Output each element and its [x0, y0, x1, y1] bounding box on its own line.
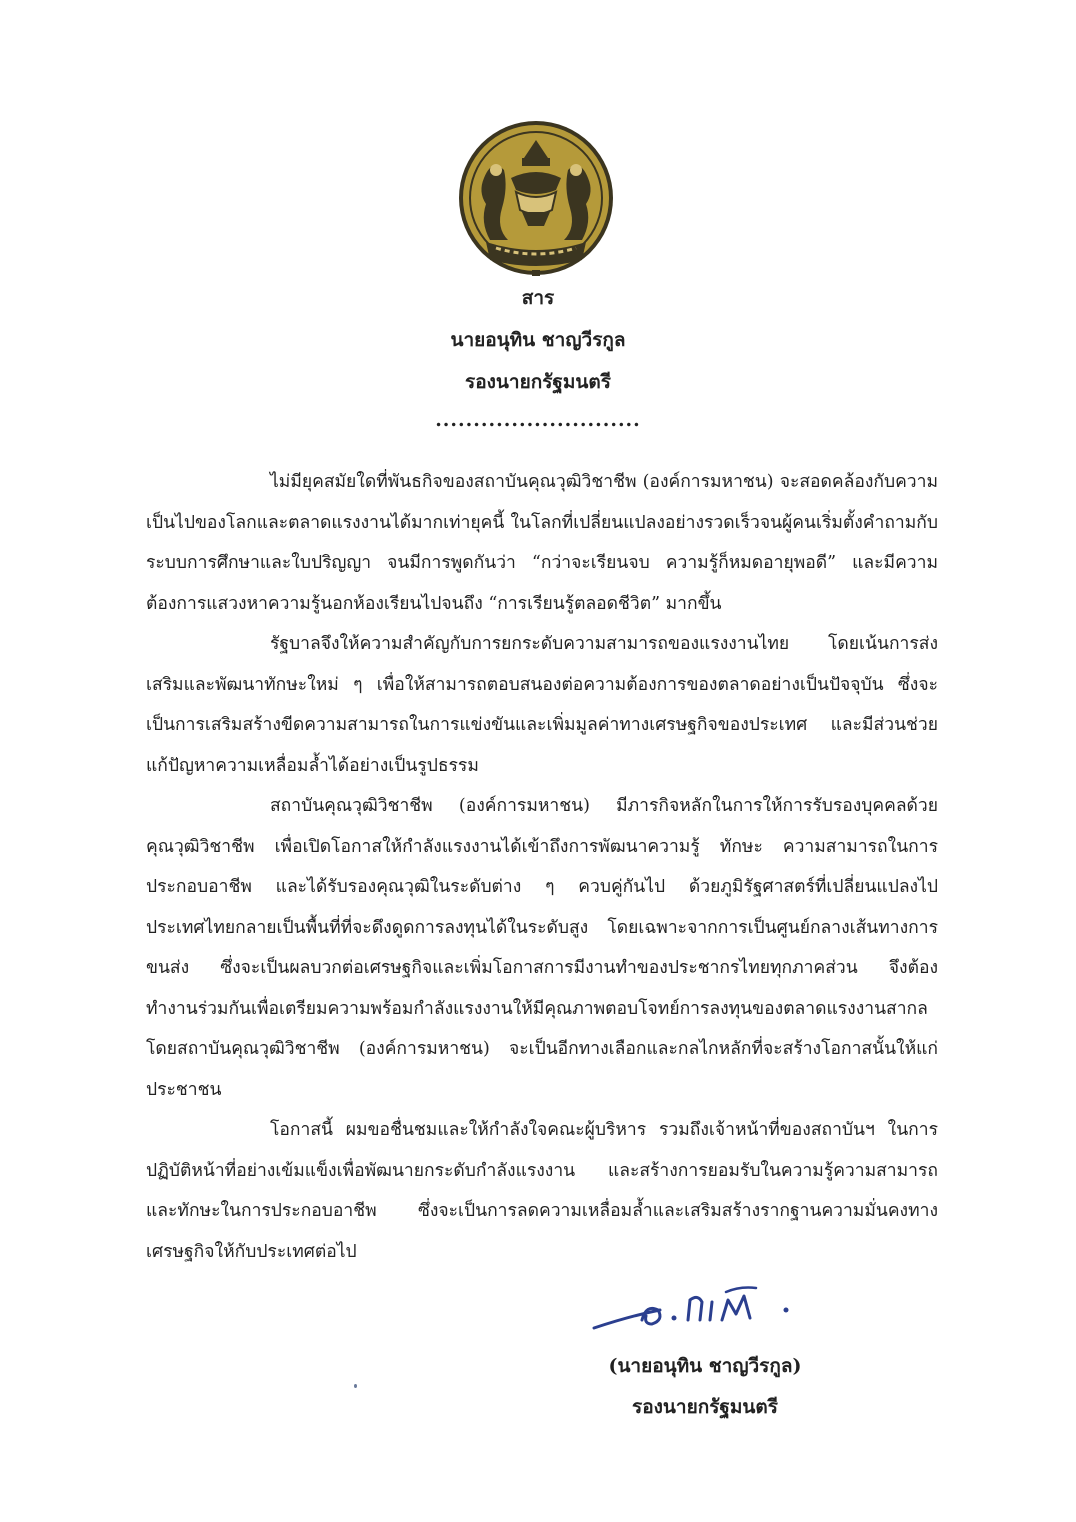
signatory-name: (นายอนุทิน ชาญวีรกูล): [608, 1355, 802, 1377]
letter-body: [146, 462, 938, 1272]
header-separator: ...........................: [435, 409, 641, 431]
royal-seal-icon: [456, 118, 616, 278]
handwritten-signature-icon: [590, 1280, 800, 1340]
paragraph-2: รัฐบาลจึงให้ความสำคัญกับการยกระดับความสามารถของแรงงานไทย โดยเน้นการส่งเสริมและพัฒนาทักษะใหม่ ๆ เพื่อให้สามารถตอบสนองต่อความต้องการของตลาดอย่างเป็นปัจจุบัน ซึ่งจะเป็นการเสริมสร้างขีดความสามารถในการแข่งขันและเพิ่มมูลค่าทางเศรษฐกิจของประเทศ และมีส่วนช่วยแก้ปัญหาความเหลื่อมล้ำได้อย่างเป็นรูปธรรม: [146, 634, 938, 776]
document-title: สาร: [521, 287, 555, 309]
author-name: นายอนุทิน ชาญวีรกูล: [450, 329, 626, 351]
paragraph-3: สถาบันคุณวุฒิวิชาชีพ (องค์การมหาชน) มีภารกิจหลักในการให้การรับรองบุคคลด้วยคุณวุฒิวิชาชีพ เพื่อเปิดโอกาสให้กำลังแรงงานได้เข้าถึงการพัฒนาความรู้ ทักษะ ความสามารถในการประกอบอาชีพ และได้รับรองคุณวุฒิในระดับต่าง ๆ ควบคู่กันไป ด้วยภูมิรัฐศาสตร์ที่เปลี่ยนแปลงไป ประเทศไทยกลายเป็นพื้นที่ที่จะดึงดูดการลงทุนได้ในระดับสูง โดยเฉพาะจากการเป็นศูนย์กลางเส้นทางการขนส่ง ซึ่งจะเป็นผลบวกต่อเศรษฐกิจและเพิ่มโอกาสการมีงานทำของประชากรไทยทุกภาคส่วน จึงต้องทำงานร่วมกันเพื่อเตรียมความพร้อมกำลังแรงงานให้มีคุณภาพตอบโจทย์การลงทุนของตลาดแรงงานสากล โดยสถาบันคุณวุฒิวิชาชีพ (องค์การมหาชน) จะเป็นอีกทางเลือกและกลไกหลักที่จะสร้างโอกาสนั้นให้แก่ประชาชน: [146, 796, 938, 1100]
paragraph-4: โอกาสนี้ ผมขอชื่นชมและให้กำลังใจคณะผู้บริหาร รวมถึงเจ้าหน้าที่ของสถาบันฯ ในการปฏิบัติหน้าที่อย่างเข้มแข็งเพื่อพัฒนายกระดับกำลังแรงงาน และสร้างการยอมรับในความรู้ความสามารถและทักษะในการประกอบอาชีพ ซึ่งจะเป็นการลดความเหลื่อมล้ำและเสริมสร้างรากฐานความมั่นคงทางเศรษฐกิจให้กับประเทศต่อไป: [146, 1120, 938, 1262]
author-position: รองนายกรัฐมนตรี: [465, 371, 611, 393]
scan-speck: [354, 1384, 357, 1388]
paragraph-1: ไม่มียุคสมัยใดที่พันธกิจของสถาบันคุณวุฒิวิชาชีพ (องค์การมหาชน) จะสอดคล้องกับความเป็นไปของโลกและตลาดแรงงานได้มากเท่ายุคนี้ ในโลกที่เปลี่ยนแปลงอย่างรวดเร็วจนผู้คนเริ่มตั้งคำถามกับระบบการศึกษาและใบปริญญา จนมีการพูดกันว่า “กว่าจะเรียนจบ ความรู้ก็หมดอายุพอดี” และมีความต้องการแสวงหาความรู้นอกห้องเรียนไปจนถึง “การเรียนรู้ตลอดชีวิต” มากขึ้น: [146, 472, 938, 614]
signatory-position: รองนายกรัฐมนตรี: [632, 1396, 778, 1418]
